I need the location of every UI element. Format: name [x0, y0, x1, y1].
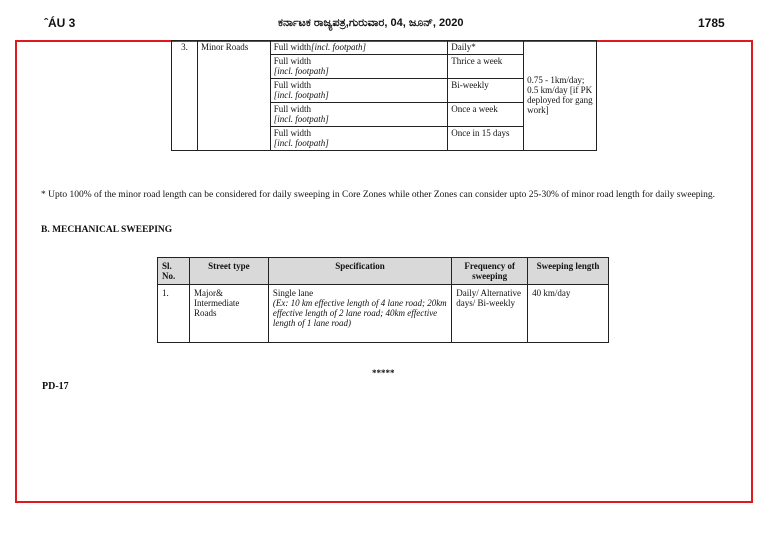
table-row: [158, 285, 609, 343]
spec-main: Full width: [273, 56, 312, 66]
frequency-cell: Once a week: [448, 103, 524, 127]
spec-cell: [270, 127, 447, 151]
spec-cell: [270, 103, 447, 127]
section-title: B. MECHANICAL SWEEPING: [41, 225, 173, 235]
spec-sub: [incl. footpath]: [273, 90, 329, 100]
spec-cell: [270, 79, 447, 103]
column-header-street-type: Street type: [189, 258, 268, 285]
column-header-frequency: Frequency of sweeping: [452, 258, 528, 285]
street-type-cell: Minor Roads: [197, 41, 270, 151]
table-row: [172, 41, 597, 55]
spec-sub: [incl. footpath]: [311, 42, 367, 52]
page-header: [0, 14, 772, 34]
end-stars: *****: [372, 368, 395, 378]
header-row: [158, 258, 609, 285]
footnote: * Upto 100% of the minor road length can be considered for daily sweeping in Core Zones while other Zones can consider upto 25-30% of minor road length for daily sweeping.: [41, 190, 716, 200]
frequency-cell: Daily*: [448, 41, 524, 55]
header-left-mark: ˆÁU 3: [44, 16, 76, 30]
header-gazette-name: ಕರ್ನಾಟಕ ರಾಜ್ಯಪತ್ರ,ಗುರುವಾರ,: [278, 17, 391, 29]
spec-main: Full width: [273, 104, 312, 114]
spec-main: Full width: [273, 128, 312, 138]
street-type-cell: Major& Intermediate Roads: [189, 285, 268, 343]
column-header-specification: Specification: [268, 258, 451, 285]
sl-no-cell: 1.: [158, 285, 190, 343]
spec-cell: [268, 285, 451, 343]
frequency-cell: Thrice a week: [448, 55, 524, 79]
frequency-cell: Daily/ Alternative days/ Bi-weekly: [452, 285, 528, 343]
frequency-cell: Bi-weekly: [448, 79, 524, 103]
header-date: 04, ಜೂನ್, 2020: [390, 17, 464, 29]
frequency-cell: Once in 15 days: [448, 127, 524, 151]
length-cell: 40 km/day: [528, 285, 609, 343]
spec-detail: (Ex: 10 km effective length of 4 lane road; 20km effective length of 2 lane road; 40km effective length of 1 lane road): [272, 298, 447, 328]
minor-roads-table: [171, 40, 597, 151]
spec-sub: [incl. footpath]: [273, 138, 329, 148]
spec-sub: [incl. footpath]: [273, 114, 329, 124]
header-gazette-title: [278, 17, 464, 30]
sl-no-cell: 3.: [172, 41, 198, 151]
spec-cell: [270, 55, 447, 79]
spec-sub: [incl. footpath]: [273, 66, 329, 76]
spec-main: Full width: [273, 42, 312, 52]
column-header-length: Sweeping length: [528, 258, 609, 285]
spec-main: Full width: [273, 80, 312, 90]
mechanical-sweeping-table: [157, 257, 609, 343]
sweeping-length-cell: 0.75 - 1km/day; 0.5 km/day [if PK deployed for gang work]: [524, 41, 597, 151]
spec-cell: [270, 41, 447, 55]
column-header-sl-no: Sl. No.: [158, 258, 190, 285]
page-number: 1785: [698, 16, 725, 30]
spec-main: Single lane: [272, 288, 314, 298]
footer-code: PD-17: [42, 381, 69, 392]
